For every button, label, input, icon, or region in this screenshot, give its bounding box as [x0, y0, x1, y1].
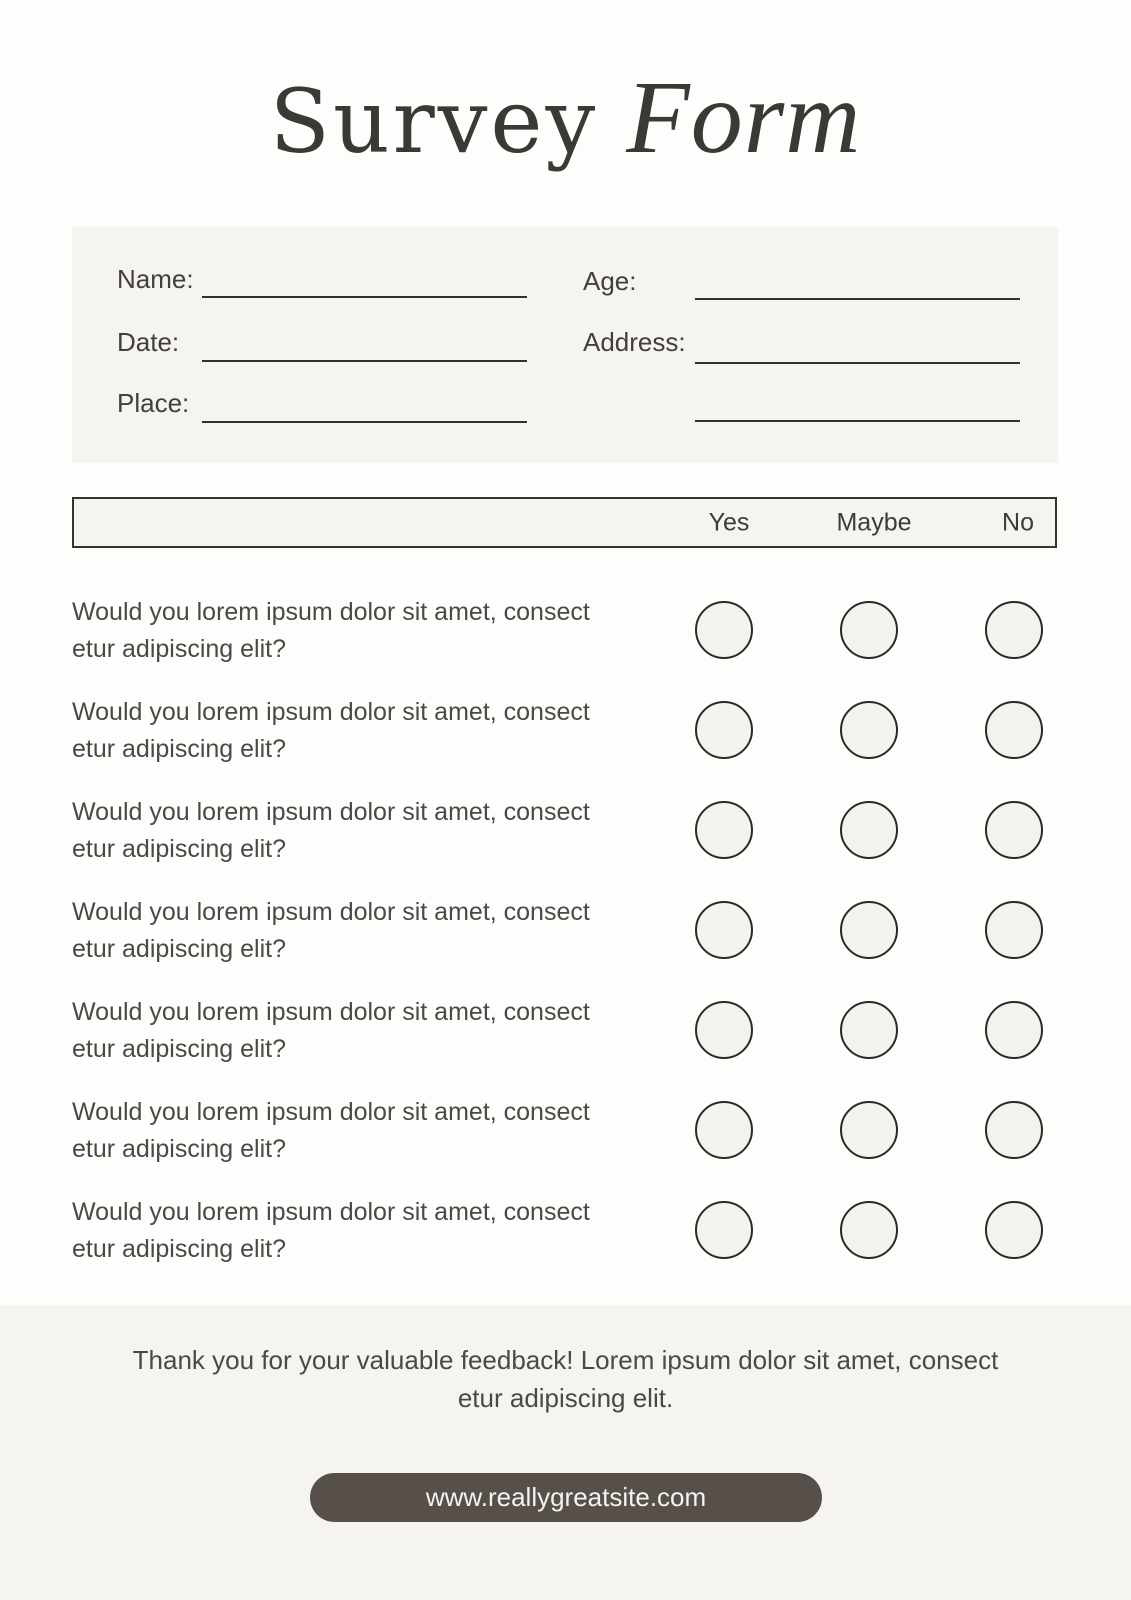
question-row: [72, 694, 1058, 774]
question-text: [72, 794, 652, 868]
choice-circle-yes[interactable]: [695, 1101, 753, 1159]
question-line1: Would you lorem ipsum dolor sit amet, consect: [72, 998, 590, 1026]
age-label: Age:: [583, 266, 637, 296]
choice-circle-no[interactable]: [985, 1101, 1043, 1159]
column-header-no: No: [1002, 508, 1034, 536]
question-line1: Would you lorem ipsum dolor sit amet, consect: [72, 598, 590, 626]
question-text: [72, 694, 652, 768]
question-line1: Would you lorem ipsum dolor sit amet, consect: [72, 898, 590, 926]
thank-you-line1: Thank you for your valuable feedback! Lorem ipsum dolor sit amet, consect: [132, 1345, 999, 1375]
options-header-bar: [72, 497, 1057, 548]
choice-circle-no[interactable]: [985, 601, 1043, 659]
question-line1: Would you lorem ipsum dolor sit amet, consect: [72, 1098, 590, 1126]
thank-you-message: [0, 1341, 1131, 1417]
address-field[interactable]: [695, 362, 1020, 364]
question-line2: etur adipiscing elit?: [72, 1235, 287, 1263]
age-field[interactable]: [695, 298, 1020, 300]
question-line2: etur adipiscing elit?: [72, 735, 287, 763]
choice-circle-no[interactable]: [985, 1201, 1043, 1259]
question-line1: Would you lorem ipsum dolor sit amet, consect: [72, 1198, 590, 1226]
question-line2: etur adipiscing elit?: [72, 1135, 287, 1163]
name-label: Name:: [117, 264, 194, 294]
choice-circle-maybe[interactable]: [840, 1001, 898, 1059]
question-row: [72, 794, 1058, 874]
date-field[interactable]: [202, 360, 527, 362]
question-row: [72, 1194, 1058, 1274]
choice-circle-maybe[interactable]: [840, 701, 898, 759]
question-line2: etur adipiscing elit?: [72, 935, 287, 963]
title-word-form: Form: [626, 60, 862, 175]
choice-circle-yes[interactable]: [695, 901, 753, 959]
website-link[interactable]: www.reallygreatsite.com: [310, 1473, 822, 1522]
choice-circle-maybe[interactable]: [840, 901, 898, 959]
question-row: [72, 894, 1058, 974]
choice-circle-maybe[interactable]: [840, 801, 898, 859]
address-label: Address:: [583, 327, 686, 357]
choice-circle-no[interactable]: [985, 801, 1043, 859]
choice-circle-yes[interactable]: [695, 801, 753, 859]
choice-circle-yes[interactable]: [695, 1001, 753, 1059]
choice-circle-maybe[interactable]: [840, 1201, 898, 1259]
choice-circle-no[interactable]: [985, 1001, 1043, 1059]
choice-circle-yes[interactable]: [695, 1201, 753, 1259]
question-text: [72, 894, 652, 968]
choice-circle-yes[interactable]: [695, 601, 753, 659]
question-row: [72, 994, 1058, 1074]
title-word-survey: Survey: [269, 70, 599, 173]
question-text: [72, 594, 652, 668]
question-text: [72, 994, 652, 1068]
question-text: [72, 1094, 652, 1168]
choice-circle-maybe[interactable]: [840, 601, 898, 659]
thank-you-line2: etur adipiscing elit.: [457, 1383, 674, 1413]
question-text: [72, 1194, 652, 1268]
place-field[interactable]: [202, 421, 527, 423]
footer-band: [0, 1305, 1131, 1600]
date-label: Date:: [117, 327, 180, 357]
address-field-line2[interactable]: [695, 420, 1020, 422]
choice-circle-no[interactable]: [985, 701, 1043, 759]
question-row: [72, 594, 1058, 674]
question-row: [72, 1094, 1058, 1174]
personal-info-panel: [72, 227, 1058, 463]
question-line2: etur adipiscing elit?: [72, 1035, 287, 1063]
place-label: Place:: [117, 388, 190, 418]
question-line2: etur adipiscing elit?: [72, 835, 287, 863]
choice-circle-no[interactable]: [985, 901, 1043, 959]
question-line1: Would you lorem ipsum dolor sit amet, consect: [72, 798, 590, 826]
column-header-yes: Yes: [708, 508, 750, 536]
page-title: [0, 58, 1131, 177]
question-line2: etur adipiscing elit?: [72, 635, 287, 663]
choice-circle-maybe[interactable]: [840, 1101, 898, 1159]
column-header-maybe: Maybe: [836, 508, 912, 536]
choice-circle-yes[interactable]: [695, 701, 753, 759]
question-line1: Would you lorem ipsum dolor sit amet, consect: [72, 698, 590, 726]
name-field[interactable]: [202, 296, 527, 298]
